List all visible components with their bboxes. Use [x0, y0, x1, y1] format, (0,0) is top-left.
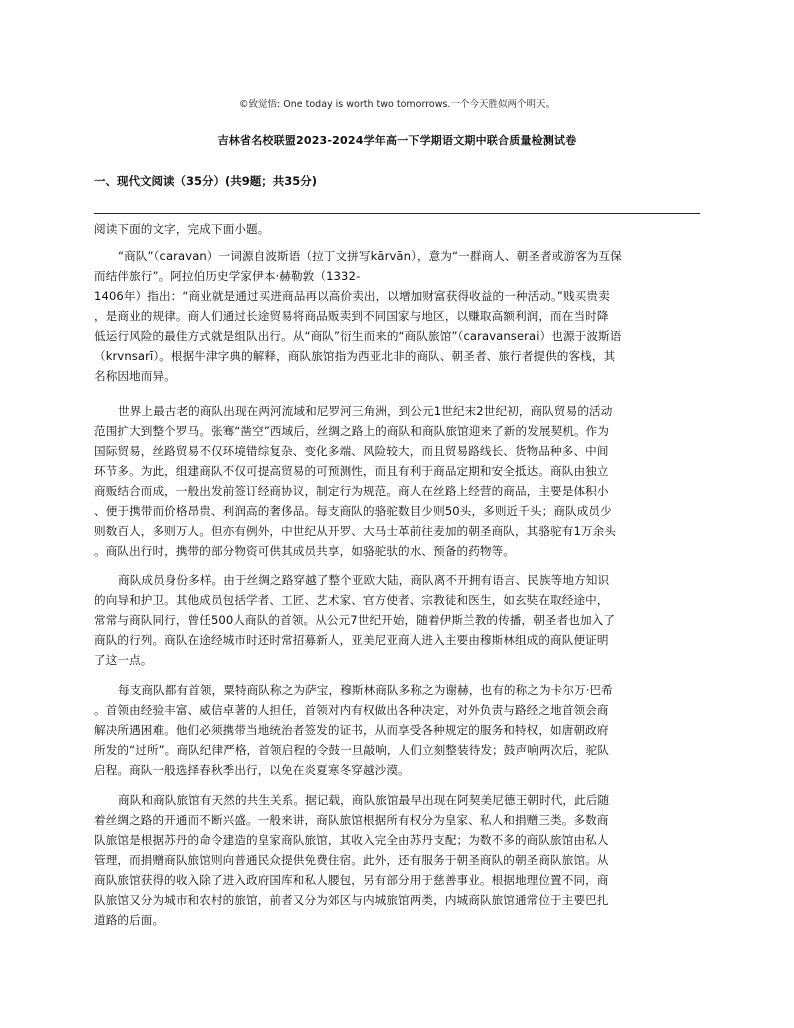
- paragraph-line: 解决所遇困难。他们必须携带当地统治者签发的证书，从而享受各种规定的服务和特权，如唐朝政府: [94, 723, 609, 737]
- divider-line: [94, 213, 700, 214]
- paragraph-line: 每支商队都有首领，粟特商队称之为萨宝，穆斯林商队多称之为谢赫，也有的称之为卡尔万·巴希: [118, 683, 613, 697]
- instruction-text: [94, 219, 700, 239]
- paragraph-line: 低运行风险的最佳方式就是组队出行。从“商队”衍生而来的“商队旅馆”（caravanserai）也源于波斯语: [94, 329, 622, 343]
- paragraph-line: 着丝绸之路的开通而不断兴盛。一般来讲，商队旅馆根据所有权分为皇家、私人和捐赠三类。多数商: [94, 813, 609, 827]
- paragraph-line: 1406年）指出：“商业就是通过买进商品再以高价卖出，以增加财富获得收益的一种活动。”贱买贵卖: [94, 289, 610, 303]
- section-header: 一、现代文阅读（35分）(共9题；共35分): [94, 174, 318, 188]
- paragraph-line: 队旅馆又分为城市和农村的旅馆，前者又分为郊区与内城旅馆两类，内城商队旅馆通常位于主要巴扎: [94, 893, 609, 907]
- paragraph-line: 所发的“过所”。商队纪律严格，首领启程的令鼓一旦敲响，人们立刻整装待发；鼓声响两次后，驼队: [94, 743, 610, 757]
- exam-title: 吉林省名校联盟2023-2024学年高一下学期语文期中联合质量检测试卷: [217, 134, 577, 147]
- paragraph-line: 的向导和护卫。其他成员包括学者、工匠、艺术家、官方使者、宗教徒和医生，如玄奘在取经途中，: [94, 593, 609, 607]
- paragraph-line: 则数百人，多则万人。但亦有例外，中世纪从开罗、大马士革前往麦加的朝圣商队，其骆驼有1万余头: [94, 524, 617, 538]
- paragraph-1: [94, 246, 700, 386]
- paragraph-line: 世界上最古老的商队出现在两河流域和尼罗河三角洲，到公元1世纪末2世纪初，商队贸易的活动: [118, 404, 613, 418]
- paragraph-line: 名称因地而异。: [94, 369, 176, 383]
- paragraph-2: [94, 401, 700, 561]
- paragraph-line: 管理，而捐赠商队旅馆则向普通民众提供免费住宿。此外，还有服务于朝圣商队的朝圣商队旅馆。从: [94, 853, 609, 867]
- paragraph-line: 、便于携带而价格昂贵、利润高的奢侈品。每支商队的骆驼数目少则50头，多则近千头；商队成员少: [94, 504, 612, 518]
- paragraph-4: [94, 680, 700, 780]
- paragraph-line: 常常与商队同行，曾任500人商队的首领。从公元7世纪开始，随着伊斯兰教的传播，朝圣者也加入了: [94, 613, 616, 627]
- paragraph-line: 商贩结合而成，一般出发前签订经商协议，制定行为规范。商人在丝路上经营的商品，主要是体积小: [94, 484, 609, 498]
- paragraph-line: 商队成员身份多样。由于丝绸之路穿越了整个亚欧大陆，商队离不开拥有语言、民族等地方知识: [118, 573, 610, 587]
- paragraph-line: 范围扩大到整个罗马。张骞“凿空”西域后，丝绸之路上的商队和商队旅馆迎来了新的发展契机。作为: [94, 424, 610, 438]
- paragraph-line: 商队旅馆获得的收入除了进入政府国库和私人腰包，另有部分用于慈善事业。根据地理位置不同，商: [94, 873, 609, 887]
- paragraph-line: （krvnsarī）。根据牛津字典的解释，商队旅馆指为西亚北非的商队、朝圣者、旅行者提供的客栈，其: [94, 349, 616, 363]
- paragraph-line: ，是商业的规律。商人们通过长途贸易将商品贩卖到不同国家与地区，以赚取高额利润，而在当时降: [94, 309, 609, 323]
- paragraph-line: 环节多。为此，组建商队不仅可提高贸易的可预测性，而且有利于商品定期和安全抵达。商队由独立: [94, 464, 609, 478]
- instruction-line: 阅读下面的文字，完成下面小题。: [94, 222, 270, 236]
- paragraph-line: 而结伴旅行”。阿拉伯历史学家伊本·赫勒敦（1332-: [94, 269, 361, 283]
- paragraph-line: “商队”（caravan）一词源自波斯语（拉丁文拼写kārvān），意为“一群商人、朝圣者或游客为互保: [118, 249, 622, 263]
- motto-header: ©致觉悟: One today is worth two tomorrows.一个今天胜似两个明天。: [239, 99, 555, 110]
- paragraph-3: [94, 570, 700, 670]
- paragraph-line: 了这一点。: [94, 653, 153, 667]
- paragraph-5: [94, 790, 700, 930]
- paragraph-line: 队旅馆是根据苏丹的命令建造的皇家商队旅馆，其收入完全由苏丹支配；为数不多的商队旅馆由私人: [94, 833, 609, 847]
- paragraph-line: 。商队出行时，携带的部分物资可供其成员共享，如骆驼驮的水、预备的药物等。: [94, 544, 515, 558]
- paragraph-line: 商队和商队旅馆有天然的共生关系。据记载，商队旅馆最早出现在阿契美尼德王朝时代，此后随: [118, 793, 610, 807]
- paragraph-line: 道路的后面。: [94, 913, 165, 927]
- paragraph-line: 启程。商队一般选择春秋季出行，以免在炎夏寒冬穿越沙漠。: [94, 763, 410, 777]
- paragraph-line: 。首领由经验丰富、威信卓著的人担任，首领对内有权做出各种决定，对外负责与路经之地首领会商: [94, 703, 609, 717]
- paragraph-line: 国际贸易，丝路贸易不仅环境错综复杂、变化多端、风险较大，而且贸易路线长、货物品种多、中间: [94, 444, 609, 458]
- paragraph-line: 商队的行列。商队在途经城市时还时常招募新人，亚美尼亚商人进入主要由穆斯林组成的商队便证明: [94, 633, 609, 647]
